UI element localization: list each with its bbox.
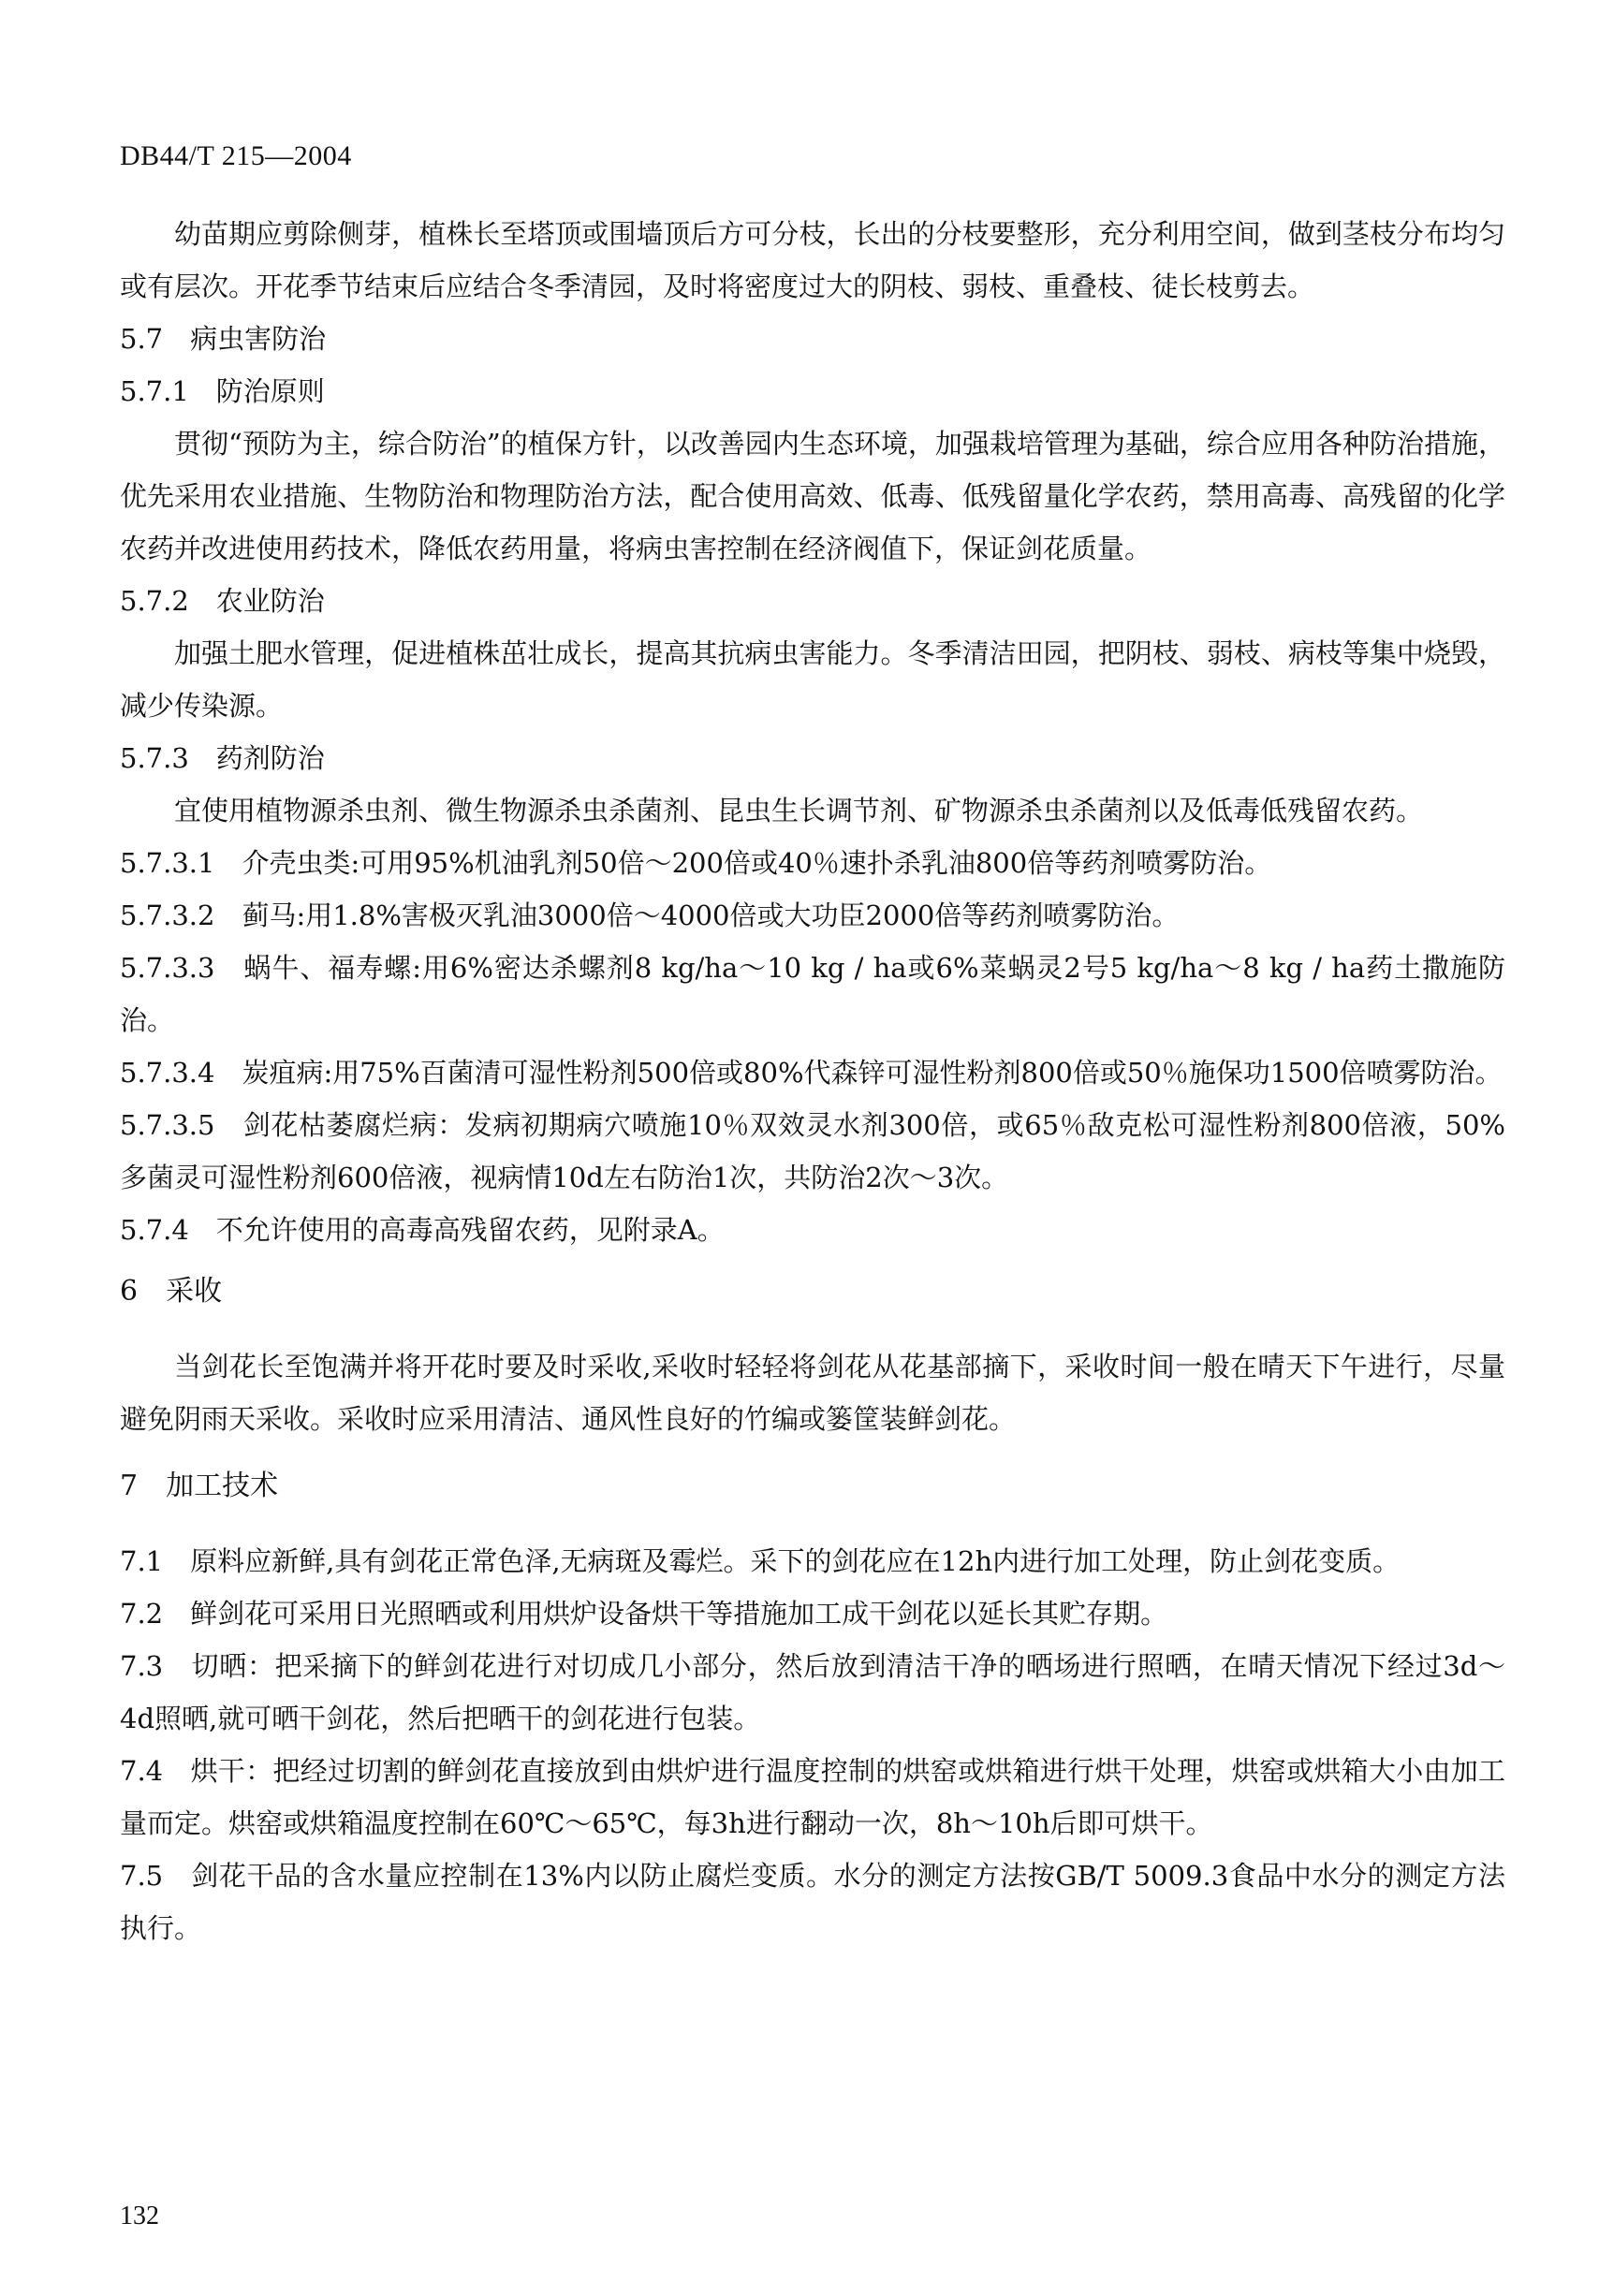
page-number: 132 [120, 2201, 159, 2230]
paragraph-6: 当剑花长至饱满并将开花时要及时采收,采收时轻轻将剑花从花基部摘下，采收时间一般在晴天下午进行，尽量避免阴雨天采收。采收时应采用清洁、通风性良好的竹编或篓筐装鲜剑花。 [120, 1351, 1505, 1435]
paragraph-5-7-2: 加强土肥水管理，促进植株茁壮成长，提高其抗病虫害能力。冬季清洁田园，把阴枝、弱枝、病枝等集中烧毁，减少传染源。 [120, 637, 1505, 722]
clause-5-7-3-4: 5.7.3.4 炭疽病:用75%百菌清可湿性粉剂500倍或80%代森锌可湿性粉剂800倍或50％施保功1500倍喷雾防治。 [120, 1057, 1503, 1089]
section-heading-5-7-1: 5.7.1 防治原则 [120, 375, 325, 407]
clause-5-7-3-2: 5.7.3.2 蓟马:用1.8%害极灭乳油3000倍～4000倍或大功臣2000倍等药剂喷雾防治。 [120, 899, 1180, 931]
section-heading-6: 6 采收 [120, 1275, 223, 1308]
section-heading-5-7-3: 5.7.3 药剂防治 [120, 742, 325, 774]
clause-5-7-3-5: 5.7.3.5 剑花枯萎腐烂病：发病初期病穴喷施10％双效灵水剂300倍，或65％敌克松可湿性粉剂800倍液，50%多菌灵可湿性粉剂600倍液，视病情10d左右防治1次，共防治2次～3次。 [120, 1109, 1505, 1193]
clause-7-2: 7.2 鲜剑花可采用日光照晒或利用烘炉设备烘干等措施加工成干剑花以延长其贮存期。 [120, 1598, 1168, 1630]
paragraph-pruning: 幼苗期应剪除侧芽，植株长至塔顶或围墙顶后方可分枝，长出的分枝要整形，充分利用空间，做到茎枝分布均匀或有层次。开花季节结束后应结合冬季清园，及时将密度过大的阴枝、弱枝、重叠枝、徒长枝剪去。 [120, 218, 1505, 302]
section-heading-7: 7 加工技术 [120, 1470, 279, 1502]
clause-5-7-4: 5.7.4 不允许使用的高毒高残留农药，见附录A。 [120, 1214, 725, 1246]
paragraph-5-7-3: 宜使用植物源杀虫剂、微生物源杀虫杀菌剂、昆虫生长调节剂、矿物源杀虫杀菌剂以及低毒低残留农药。 [174, 795, 1424, 826]
clause-7-4: 7.4 烘干：把经过切割的鲜剑花直接放到由烘炉进行温度控制的烘窑或烘箱进行烘干处理，烘窑或烘箱大小由加工量而定。烘窑或烘箱温度控制在60℃～65℃，每3h进行翻动一次，8h～10h后即可烘干。 [120, 1755, 1505, 1839]
section-heading-5-7: 5.7 病虫害防治 [120, 323, 327, 355]
paragraph-5-7-1: 贯彻“预防为主，综合防治”的植保方针，以改善园内生态环境，加强栽培管理为基础，综合应用各种防治措施，优先采用农业措施、生物防治和物理防治方法，配合使用高效、低毒、低残留量化学农药，禁用高毒、高残留的化学农药并改进使用药技术，降低农药用量，将病虫害控制在经济阀值下，保证剑花质量。 [120, 428, 1505, 564]
clause-5-7-3-1: 5.7.3.1 介壳虫类:可用95%机油乳剂50倍～200倍或40％速扑杀乳油800倍等药剂喷雾防治。 [120, 847, 1272, 879]
document-body [120, 208, 1505, 1954]
section-heading-5-7-2: 5.7.2 农业防治 [120, 585, 325, 617]
clause-7-1: 7.1 原料应新鲜,具有剑花正常色泽,无病斑及霉烂。采下的剑花应在12h内进行加工处理，防止剑花变质。 [120, 1545, 1401, 1577]
clause-5-7-3-3: 5.7.3.3 蜗牛、福寿螺:用6%密达杀螺剂8 kg/ha～10 kg / ha或6%菜蜗灵2号5 kg/ha～8 kg / ha药土撒施防治。 [120, 952, 1505, 1036]
clause-7-3: 7.3 切晒：把采摘下的鲜剑花进行对切成几小部分，然后放到清洁干净的晒场进行照晒，在晴天情况下经过3d～4d照晒,就可晒干剑花，然后把晒干的剑花进行包装。 [120, 1650, 1505, 1734]
document-code-header: DB44/T 215—2004 [120, 140, 352, 171]
clause-7-5: 7.5 剑花干品的含水量应控制在13%内以防止腐烂变质。水分的测定方法按GB/T 5009.3食品中水分的测定方法执行。 [120, 1860, 1505, 1944]
